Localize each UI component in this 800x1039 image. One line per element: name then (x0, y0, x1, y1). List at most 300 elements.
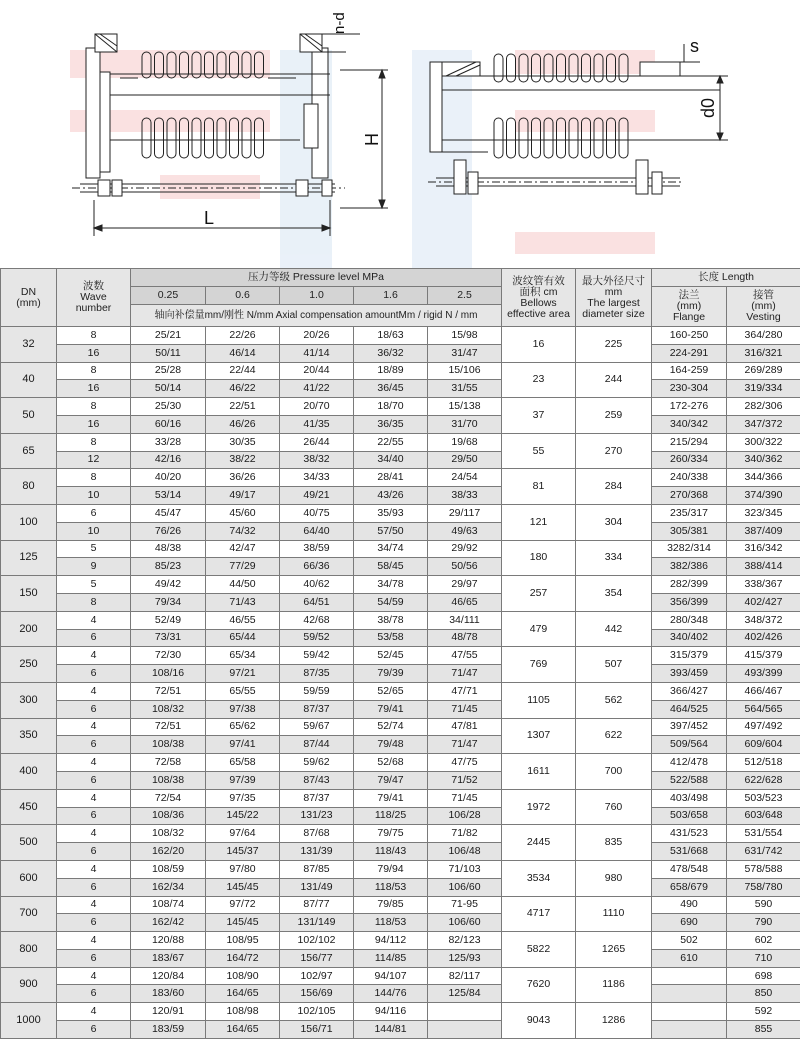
wave-en1: Wave (57, 292, 130, 303)
convolution-lower (494, 118, 503, 158)
pressure-cell: 22/44 (206, 362, 280, 380)
vesting-cell: 323/345 (727, 504, 800, 522)
maxdia-cell: 700 (576, 754, 652, 790)
flange-cell: 340/342 (652, 415, 727, 433)
pressure-cell: 15/98 (428, 327, 502, 345)
pressure-cell: 36/32 (354, 344, 428, 362)
flange-cell: 610 (652, 949, 727, 967)
dn-unit: (mm) (1, 298, 56, 309)
dn-cell: 125 (1, 540, 57, 576)
maxdia-cell: 835 (576, 825, 652, 861)
vesting-cell: 466/467 (727, 682, 800, 700)
label-L: L (204, 208, 214, 228)
pressure-cell: 71/47 (428, 665, 502, 683)
pressure-0: 0.25 (131, 287, 206, 305)
table-row (1, 789, 800, 807)
table-row (1, 647, 800, 665)
area-cell: 5822 (502, 932, 576, 968)
table-row (1, 1021, 800, 1039)
vesting-cell: 319/334 (727, 380, 800, 398)
table-row (1, 327, 800, 345)
flange-cell: 490 (652, 896, 727, 914)
wave-cell: 8 (57, 327, 131, 345)
maxdia-cell: 304 (576, 504, 652, 540)
area-cn2: 面积 cm (502, 287, 575, 298)
table-row (1, 967, 800, 985)
pressure-cell: 87/37 (280, 789, 354, 807)
pressure-cell: 108/16 (131, 665, 206, 683)
pressure-cell: 72/30 (131, 647, 206, 665)
pressure-cell: 108/95 (206, 932, 280, 950)
area-cn1: 波纹管有效 (502, 276, 575, 287)
pressure-cell: 97/64 (206, 825, 280, 843)
flange-cell: 280/348 (652, 611, 727, 629)
pressure-cell: 125/84 (428, 985, 502, 1003)
flange-cell: 478/548 (652, 860, 727, 878)
dn-cell: 65 (1, 433, 57, 469)
wave-cell: 8 (57, 433, 131, 451)
pressure-cell: 145/37 (206, 843, 280, 861)
area-cell: 1611 (502, 754, 576, 790)
pressure-cell: 87/68 (280, 825, 354, 843)
vesting-cell: 387/409 (727, 522, 800, 540)
pressure-cell: 26/44 (280, 433, 354, 451)
dn-cell: 500 (1, 825, 57, 861)
pressure-3: 1.6 (354, 287, 428, 305)
pressure-cell: 87/37 (280, 700, 354, 718)
vesting-cell: 790 (727, 914, 800, 932)
wave-cell: 6 (57, 1021, 131, 1039)
flange-cell: 224-291 (652, 344, 727, 362)
label-H: H (362, 133, 382, 146)
flange-cell: 160-250 (652, 327, 727, 345)
pressure-cell: 156/77 (280, 949, 354, 967)
pressure-cell: 25/28 (131, 362, 206, 380)
table-row (1, 611, 800, 629)
table-row (1, 629, 800, 647)
vesting-unit: (mm) (727, 301, 800, 312)
vesting-cell: 631/742 (727, 843, 800, 861)
area-cell: 9043 (502, 1003, 576, 1039)
pressure-cell: 164/72 (206, 949, 280, 967)
vesting-cell: 622/628 (727, 771, 800, 789)
flange-cell: 403/498 (652, 789, 727, 807)
pressure-cell: 41/14 (280, 344, 354, 362)
pressure-cell: 43/26 (354, 487, 428, 505)
pressure-cell: 22/51 (206, 398, 280, 416)
pressure-cell: 35/93 (354, 504, 428, 522)
pressure-cell: 29/97 (428, 576, 502, 594)
vesting-cell: 374/390 (727, 487, 800, 505)
pressure-cell: 79/85 (354, 896, 428, 914)
maxdia-en2: diameter size (576, 309, 651, 320)
pressure-cell: 144/76 (354, 985, 428, 1003)
pressure-cell: 72/51 (131, 718, 206, 736)
pressure-cell: 38/22 (206, 451, 280, 469)
pressure-cell: 94/116 (354, 1003, 428, 1021)
flange-cell: 340/402 (652, 629, 727, 647)
flange-cell (652, 967, 727, 985)
dn-cell: 700 (1, 896, 57, 932)
dn-cell: 600 (1, 860, 57, 896)
pressure-cell: 73/31 (131, 629, 206, 647)
vesting-cell: 698 (727, 967, 800, 985)
wave-cell: 6 (57, 771, 131, 789)
table-row (1, 825, 800, 843)
table-row (1, 914, 800, 932)
vesting-cell: 512/518 (727, 754, 800, 772)
wave-cell: 8 (57, 362, 131, 380)
flange-cell: 172-276 (652, 398, 727, 416)
pressure-cell: 94/112 (354, 932, 428, 950)
wave-cell: 4 (57, 682, 131, 700)
pressure-cell: 87/35 (280, 665, 354, 683)
maxdia-cell: 622 (576, 718, 652, 754)
pressure-cell (428, 1003, 502, 1021)
pressure-cell: 46/22 (206, 380, 280, 398)
flange-cell: 230-304 (652, 380, 727, 398)
vesting-cell: 855 (727, 1021, 800, 1039)
flange-cell: 235/317 (652, 504, 727, 522)
pressure-cell: 48/38 (131, 540, 206, 558)
wave-cell: 4 (57, 860, 131, 878)
pressure-cell: 53/58 (354, 629, 428, 647)
pressure-cell: 87/43 (280, 771, 354, 789)
pressure-cell: 53/14 (131, 487, 206, 505)
table-row (1, 344, 800, 362)
pressure-cell: 50/56 (428, 558, 502, 576)
flange-cn: 法兰 (652, 290, 726, 301)
pressure-cell: 71/45 (428, 789, 502, 807)
area-cell: 37 (502, 398, 576, 434)
pressure-cell: 164/65 (206, 985, 280, 1003)
pressure-cell: 87/85 (280, 860, 354, 878)
vesting-cell: 564/565 (727, 700, 800, 718)
pressure-cell: 87/44 (280, 736, 354, 754)
label-d0: d0 (698, 98, 718, 118)
pressure-cell: 118/53 (354, 914, 428, 932)
table-row (1, 415, 800, 433)
pressure-cell: 49/17 (206, 487, 280, 505)
pressure-cell: 82/123 (428, 932, 502, 950)
pressure-cell: 18/89 (354, 362, 428, 380)
wave-cell: 4 (57, 611, 131, 629)
pressure-cell: 94/107 (354, 967, 428, 985)
flange-cell: 502 (652, 932, 727, 950)
dn-cell: 250 (1, 647, 57, 683)
pressure-cell: 85/23 (131, 558, 206, 576)
pressure-cell: 25/30 (131, 398, 206, 416)
vesting-cell: 340/362 (727, 451, 800, 469)
pressure-cell: 71-95 (428, 896, 502, 914)
area-cell: 7620 (502, 967, 576, 1003)
wave-cn: 波数 (57, 281, 130, 292)
pressure-cell: 97/35 (206, 789, 280, 807)
flange-unit: (mm) (652, 301, 726, 312)
table-row (1, 718, 800, 736)
pressure-cell: 18/70 (354, 398, 428, 416)
pressure-cell: 97/80 (206, 860, 280, 878)
wave-cell: 6 (57, 985, 131, 1003)
convolution-upper (507, 54, 516, 82)
vesting-cell: 300/322 (727, 433, 800, 451)
wave-cell: 16 (57, 415, 131, 433)
pressure-cell: 164/65 (206, 1021, 280, 1039)
table-row (1, 949, 800, 967)
pressure-cell: 71/82 (428, 825, 502, 843)
flange-cell: 431/523 (652, 825, 727, 843)
area-cell: 23 (502, 362, 576, 398)
wave-cell: 4 (57, 718, 131, 736)
pressure-cell: 102/105 (280, 1003, 354, 1021)
area-cell: 769 (502, 647, 576, 683)
table-row (1, 433, 800, 451)
maxdia-cell: 442 (576, 611, 652, 647)
table-row (1, 843, 800, 861)
wave-cell: 6 (57, 629, 131, 647)
flange-cell: 464/525 (652, 700, 727, 718)
table-row (1, 682, 800, 700)
table-row (1, 380, 800, 398)
pressure-cell: 49/21 (280, 487, 354, 505)
wave-cell: 4 (57, 896, 131, 914)
pressure-cell: 64/51 (280, 593, 354, 611)
vesting-cell: 364/280 (727, 327, 800, 345)
vesting-cell: 758/780 (727, 878, 800, 896)
wave-cell: 6 (57, 665, 131, 683)
flange-cell: 270/368 (652, 487, 727, 505)
table-row (1, 754, 800, 772)
maxdia-cell: 284 (576, 469, 652, 505)
maxdia-cn: 最大外径尺寸 (576, 276, 651, 287)
pressure-cell: 42/16 (131, 451, 206, 469)
pressure-cell: 108/32 (131, 825, 206, 843)
pressure-cell: 108/36 (131, 807, 206, 825)
vesting-cell: 590 (727, 896, 800, 914)
flange-cell: 503/658 (652, 807, 727, 825)
vesting-cell: 402/426 (727, 629, 800, 647)
label-s: s (690, 36, 699, 56)
pressure-cell: 59/52 (280, 629, 354, 647)
table-row (1, 878, 800, 896)
pressure-cell: 114/85 (354, 949, 428, 967)
pressure-cell: 38/78 (354, 611, 428, 629)
area-cell: 2445 (502, 825, 576, 861)
dn-cell: 150 (1, 576, 57, 612)
pressure-cell: 97/21 (206, 665, 280, 683)
pressure-cell: 30/35 (206, 433, 280, 451)
flange-cell (652, 985, 727, 1003)
col-dn (1, 269, 57, 327)
flange-cell: 393/459 (652, 665, 727, 683)
table-row (1, 398, 800, 416)
pressure-cell: 40/62 (280, 576, 354, 594)
pressure-cell: 42/68 (280, 611, 354, 629)
wave-cell: 6 (57, 736, 131, 754)
wave-cell: 6 (57, 949, 131, 967)
wave-cell: 9 (57, 558, 131, 576)
pressure-cell: 183/59 (131, 1021, 206, 1039)
vesting-cell: 493/399 (727, 665, 800, 683)
pressure-cell: 97/39 (206, 771, 280, 789)
pressure-cell: 49/63 (428, 522, 502, 540)
vesting-cell: 497/492 (727, 718, 800, 736)
spec-body (1, 327, 800, 1039)
pressure-cell: 120/84 (131, 967, 206, 985)
compensation-label: 轴向补偿量mm/刚性 N/mm Axial compensation amountMm / rigid N / mm (131, 305, 502, 327)
wave-cell: 12 (57, 451, 131, 469)
pressure-cell: 71/103 (428, 860, 502, 878)
pressure-title: 压力等级 Pressure level MPa (131, 269, 502, 287)
pressure-cell: 45/60 (206, 504, 280, 522)
convolution-upper (494, 54, 503, 82)
pressure-cell: 156/71 (280, 1021, 354, 1039)
pressure-cell: 97/41 (206, 736, 280, 754)
pressure-cell: 49/42 (131, 576, 206, 594)
flange-cell: 658/679 (652, 878, 727, 896)
area-cell: 3534 (502, 860, 576, 896)
vesting-cell: 578/588 (727, 860, 800, 878)
flange-cell: 366/427 (652, 682, 727, 700)
pressure-cell: 108/90 (206, 967, 280, 985)
pressure-cell: 19/68 (428, 433, 502, 451)
flange-cell: 260/334 (652, 451, 727, 469)
maxdia-cell: 1265 (576, 932, 652, 968)
dn-cell: 450 (1, 789, 57, 825)
dn-cell: 40 (1, 362, 57, 398)
spec-table (0, 268, 800, 1039)
pressure-cell: 71/45 (428, 700, 502, 718)
pressure-cell: 108/38 (131, 771, 206, 789)
pressure-cell: 66/36 (280, 558, 354, 576)
pressure-cell: 131/49 (280, 878, 354, 896)
pressure-cell: 40/75 (280, 504, 354, 522)
maxdia-cell: 270 (576, 433, 652, 469)
table-row (1, 469, 800, 487)
wave-cell: 4 (57, 1003, 131, 1021)
pressure-cell: 34/74 (354, 540, 428, 558)
label-nd: n-d (331, 12, 348, 34)
pressure-cell: 48/78 (428, 629, 502, 647)
flange-cell: 305/381 (652, 522, 727, 540)
pressure-2: 1.0 (280, 287, 354, 305)
vesting-cell: 710 (727, 949, 800, 967)
pressure-cell: 183/67 (131, 949, 206, 967)
maxdia-cell: 562 (576, 682, 652, 718)
pressure-cell: 79/94 (354, 860, 428, 878)
pressure-cell: 108/59 (131, 860, 206, 878)
vesting-cell: 388/414 (727, 558, 800, 576)
pressure-cell: 46/65 (428, 593, 502, 611)
pressure-cell: 79/34 (131, 593, 206, 611)
area-en2: effective area (502, 309, 575, 320)
area-cell: 1105 (502, 682, 576, 718)
dn-cell: 900 (1, 967, 57, 1003)
pressure-cell: 79/41 (354, 789, 428, 807)
flange-cell: 382/386 (652, 558, 727, 576)
vesting-cell: 402/427 (727, 593, 800, 611)
dn-cell: 800 (1, 932, 57, 968)
flange-cell (652, 1003, 727, 1021)
pressure-cell: 97/38 (206, 700, 280, 718)
col-maxdia (576, 269, 652, 327)
pressure-cell: 76/26 (131, 522, 206, 540)
maxdia-cell: 244 (576, 362, 652, 398)
pressure-cell: 47/55 (428, 647, 502, 665)
pressure-cell: 71/43 (206, 593, 280, 611)
wave-cell: 4 (57, 967, 131, 985)
pressure-cell: 102/97 (280, 967, 354, 985)
pressure-cell: 47/71 (428, 682, 502, 700)
table-row (1, 1003, 800, 1021)
pressure-cell: 59/62 (280, 754, 354, 772)
dn-label: DN (1, 287, 56, 298)
table-row (1, 771, 800, 789)
pressure-cell: 108/98 (206, 1003, 280, 1021)
flange-cell: 397/452 (652, 718, 727, 736)
maxdia-cell: 1186 (576, 967, 652, 1003)
pressure-cell: 106/60 (428, 914, 502, 932)
flange-cell: 412/478 (652, 754, 727, 772)
pressure-cell: 20/44 (280, 362, 354, 380)
pressure-cell: 145/45 (206, 914, 280, 932)
dn-cell: 50 (1, 398, 57, 434)
col-area (502, 269, 576, 327)
wave-cell: 8 (57, 593, 131, 611)
vesting-cell: 347/372 (727, 415, 800, 433)
flange-cell: 509/564 (652, 736, 727, 754)
dn-cell: 300 (1, 682, 57, 718)
pressure-cell: 54/59 (354, 593, 428, 611)
pressure-cell: 28/41 (354, 469, 428, 487)
pressure-cell: 120/88 (131, 932, 206, 950)
pressure-cell: 79/48 (354, 736, 428, 754)
pressure-cell: 33/28 (131, 433, 206, 451)
pressure-cell: 42/47 (206, 540, 280, 558)
pressure-cell: 118/43 (354, 843, 428, 861)
wave-cell: 6 (57, 504, 131, 522)
wave-cell: 8 (57, 398, 131, 416)
pressure-cell: 106/48 (428, 843, 502, 861)
pressure-cell: 131/149 (280, 914, 354, 932)
pressure-cell: 38/32 (280, 451, 354, 469)
maxdia-cell: 760 (576, 789, 652, 825)
pressure-cell: 52/65 (354, 682, 428, 700)
table-row (1, 896, 800, 914)
area-cell: 180 (502, 540, 576, 576)
wave-cell: 4 (57, 754, 131, 772)
pressure-cell: 31/70 (428, 415, 502, 433)
pressure-cell: 71/52 (428, 771, 502, 789)
pressure-cell: 59/67 (280, 718, 354, 736)
dn-cell: 100 (1, 504, 57, 540)
pressure-cell: 52/49 (131, 611, 206, 629)
convolution-lower (507, 118, 516, 158)
pressure-cell: 44/50 (206, 576, 280, 594)
wave-cell: 4 (57, 647, 131, 665)
pressure-cell: 79/39 (354, 665, 428, 683)
maxdia-cell: 259 (576, 398, 652, 434)
vesting-cn: 接管 (727, 290, 800, 301)
pressure-cell: 22/55 (354, 433, 428, 451)
pressure-cell: 108/74 (131, 896, 206, 914)
vesting-en: Vesting (727, 312, 800, 323)
pressure-cell: 65/62 (206, 718, 280, 736)
area-cell: 1307 (502, 718, 576, 754)
flange-cell: 3282/314 (652, 540, 727, 558)
wave-cell: 6 (57, 914, 131, 932)
pressure-cell: 59/59 (280, 682, 354, 700)
